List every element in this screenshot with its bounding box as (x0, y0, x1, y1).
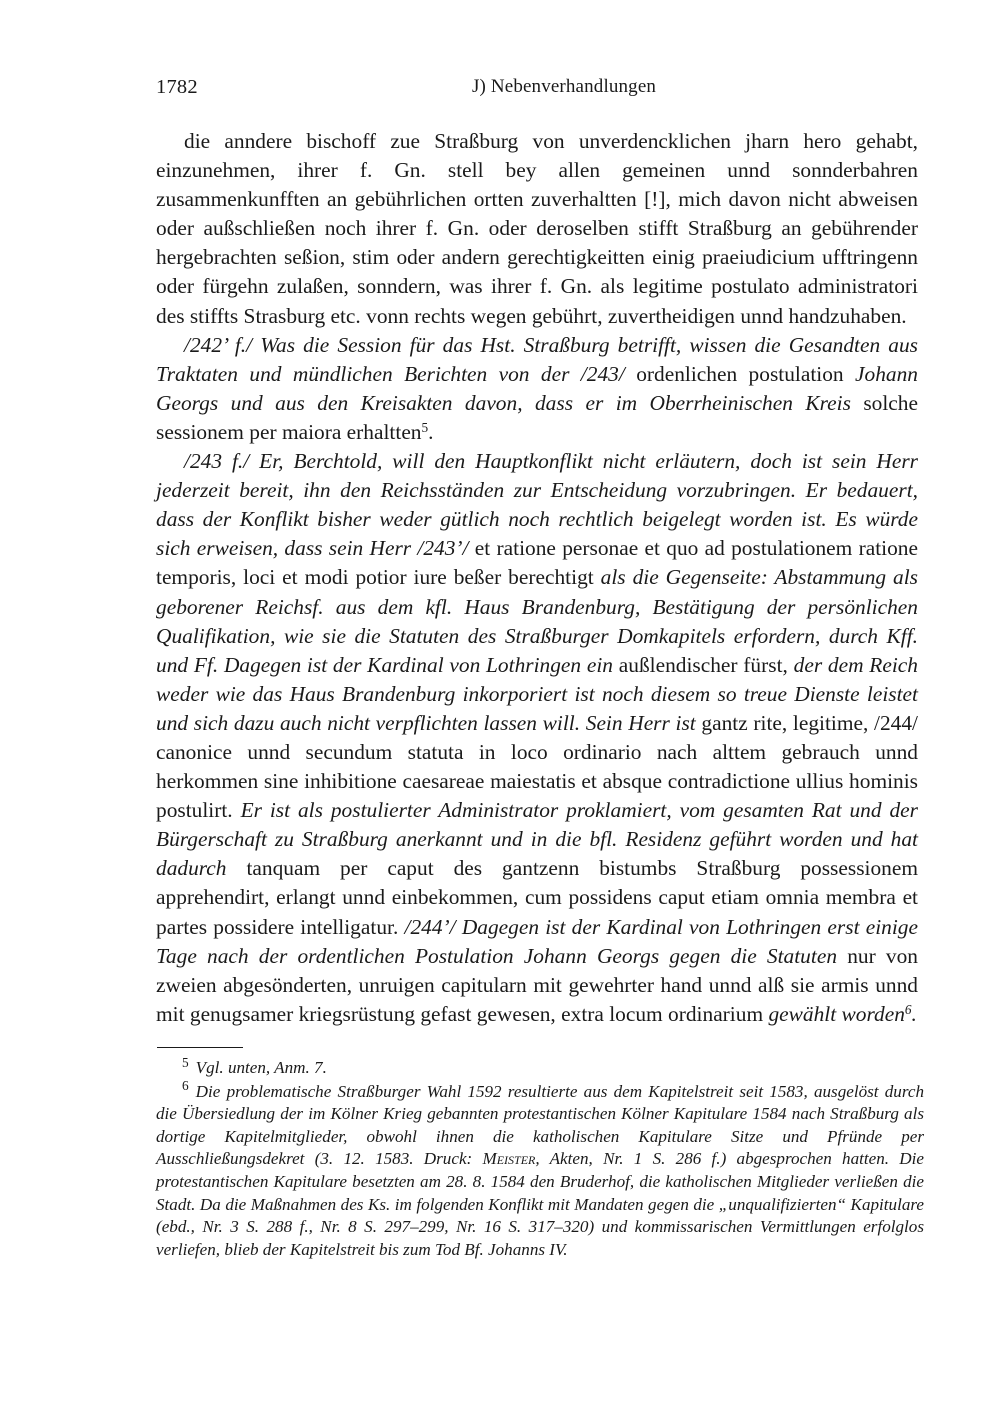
italic-run: /243 f./ Er, Berchtold, will den Hauptkonflikt nicht erläutern, doch ist sein Herr jederzeit bereit, ihn den Reichsständen zur Entscheidung vorzubringen. Er bedauert, dass der Konflikt bisher weder gütlich noch rechtlich beigelegt worden ist. Es würde sich erweisen, dass sein Herr /243’/ (156, 449, 918, 561)
italic-run: , Akten, Nr. 1 S. 286 f.) abgesprochen hatten. Die protestantischen Kapitulare besetzten am 28. 8. 1584 den Bruderhof, die katholischen Mitglieder verließen die Stadt. Da die Maßnahmen des Ks. im folgenden Konflikt mit Mandaten gegen die „unqualifizierten“ Kapitulare (ebd., Nr. 3 S. 288 f., Nr. 8 S. 297–299, Nr. 16 S. 317–320) und kommissarischen Vermittlungen erfolglos verliefen, blieb der Kapitelstreit bis zum Tod Bf. Johanns IV. (156, 1149, 924, 1259)
page-number: 1782 (156, 76, 198, 98)
roman-run: gantz rite, legitime, /244/ canonice unnd secundum statuta in loco ordinario nach alttem gebrauch unnd herkommen sine inhibitione caesareae maiestatis et absque contradictione ullius hominis postulirt. (156, 710, 918, 823)
italic-run: Vgl. unten, Anm. 7. (195, 1058, 327, 1077)
italic-run: gewählt worden (768, 1001, 905, 1026)
footnote-item (156, 1078, 924, 1262)
roman-run: . (428, 419, 434, 444)
italic-run: /244’/ Dagegen ist der Kardinal von Lothringen erst einige Tage nach der ordentlichen Postulation Johann Georgs gegen die Statuten (156, 914, 918, 968)
footnote-reference: 5 (421, 420, 429, 436)
running-head-title: J) Nebenverhandlungen (471, 76, 657, 97)
footnote-area (156, 1047, 924, 1261)
roman-run: tanquam per caput des gantzenn bistumbs Straßburg possessionem apprehendirt, erlangt unnd einbekommen, cum possidens caput etiam omnia membra et partes possidere intelligatur. (156, 856, 918, 939)
roman-run: et ratione personae et quo ad postulationem ratione temporis, loci et modi potior iure beßer berechtigt (156, 536, 918, 590)
italic-run: . (911, 1001, 917, 1026)
text-block (156, 72, 918, 1029)
roman-run: solche sessionem per maiora erhaltten (156, 390, 918, 444)
body-text (156, 127, 918, 1029)
small-caps-run: Meister (482, 1149, 536, 1169)
italic-run: Er ist als postulierter Administrator proklamiert, vom gesamten Rat und der Bürgerschaft zu Straßburg anerkannt und in die bfl. Residenz geführt worden und hat dadurch (156, 798, 918, 881)
running-head (156, 72, 918, 112)
paragraph-1: die anndere bischoff zue Straßburg von unverdencklichen jharn hero gehabt, einzunehmen, ihrer f. Gn. stell bey allen gemeinen unnd sonnderbahren zusammenkunfften an gebührlichen ortten zuverhaltten [!], mich davon nicht abweisen oder außschließen noch ihrer f. Gn. oder deroselben stifft Straßburg an gebührender hergebrachten seßion, stim oder andern gerechtigkeitten einig praeiudicium ufftringenn oder fürgehn zulaßen, sonndern, was ihrer f. Gn. als legitime postulato administratori des stiffts Strasburg etc. vonn rechts wegen gebührt, zuvertheidigen unnd handzuhaben. (156, 129, 918, 328)
italic-run: als die Gegenseite: Abstammung als geborener Reichsf. aus dem kfl. Haus Brandenburg, Bestätigung der persönlichen Qualifikation, wie sie die Statuten des Straßburger Domkapitels erfordern, durch Kff. und Ff. Dagegen ist der Kardinal von Lothringen ein (156, 565, 918, 677)
footnote-marker: 6 (182, 1078, 189, 1094)
italic-run: Die problematische Straßburger Wahl 1592 resultierte aus dem Kapitelstreit seit 1583, ausgelöst durch die Übersiedlung der im Kölner Krieg gebannten protestantischen Kölner Kapitulare 1584 nach Straßburg als dortige Kapitelmitglieder, obwohl ihnen die katholischen Kapitulare Sitze und Pfründe per Ausschließungsdekret (3. 12. 1583. Druck: (156, 1081, 924, 1169)
italic-run: Johann Georgs und aus den Kreisakten davon, dass er im Oberrheinischen Kreis (156, 361, 919, 415)
roman-run: außlendischer fürst, (618, 652, 794, 677)
italic-run: /242’ f./ Was die Session für das Hst. Straßburg betrifft, wissen die Gesandten aus Traktaten und mündlichen Berichten von der /243/ (156, 332, 918, 386)
roman-run: nur von zweien abgesönderten, unruigen capitularn mit gewehrter hand unnd alß sie armis unnd mit genugsamer kriegsrüstung gefast gewesen, extra locum ordinarium (156, 943, 918, 1026)
paragraph-3 (156, 447, 918, 1029)
footnote-reference: 6 (904, 1001, 912, 1017)
footnote-separator-rule (157, 1047, 243, 1048)
italic-run: der dem Reich weder wie das Haus Brandenburg inkorporiert ist noch diesem so treue Dienste leistet und sich dazu auch nicht verpflichten lassen will. Sein Herr ist (156, 652, 918, 735)
footnote-item (156, 1054, 924, 1080)
footnote-marker: 5 (182, 1054, 189, 1070)
roman-run: ordenlichen postulation (636, 361, 856, 386)
paragraph-2 (156, 331, 918, 447)
